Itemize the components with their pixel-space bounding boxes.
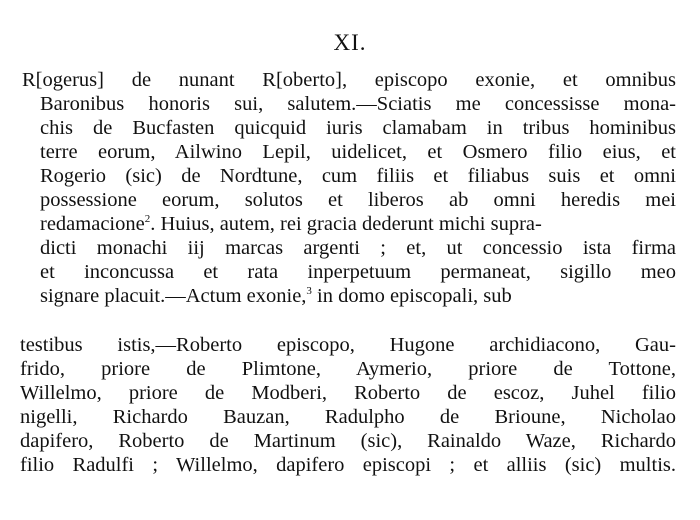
text-line-with-footnote: [40, 212, 676, 236]
text-line: possessione eorum, solutos et liberos ab omni heredis mei: [40, 189, 676, 211]
text-line: dicti monachi iij marcas argenti ; et, ut concessio ista firma: [40, 237, 676, 259]
footnote-marker: 3: [306, 285, 312, 298]
text-line: terre eorum, Ailwino Lepil, uidelicet, et Osmero filio eius, et: [40, 141, 676, 163]
text-line: Baronibus honoris sui, salutem.—Sciatis me concessisse mona-: [40, 93, 676, 115]
text-line: Willelmo, priore de Modberi, Roberto de escoz, Juhel filio: [20, 382, 676, 404]
footnote-marker: 2: [144, 213, 151, 226]
text-line: et inconcussa et rata inperpetuum permaneat, sigillo meo: [40, 261, 676, 283]
text-line: dapifero, Roberto de Martinum (sic), Rainaldo Waze, Richardo: [20, 430, 676, 452]
text-line: chis de Bucfasten quicquid iuris clamabam in tribus hominibus: [40, 117, 676, 139]
text-segment: signare placuit.—Actum exonie,: [40, 285, 307, 307]
text-line: filio Radulfi ; Willelmo, dapifero episcopi ; et alliis (sic) multis.: [20, 454, 676, 476]
text-line-with-footnote: [40, 284, 676, 308]
text-line: testibus istis,—Roberto episcopo, Hugone archidiacono, Gau-: [20, 334, 676, 356]
text-segment: in domo episcopali, sub: [311, 285, 512, 307]
text-line: Rogerio (sic) de Nordtune, cum filiis et filiabus suis et omni: [40, 165, 676, 187]
text-line: R[ogerus] de nunant R[oberto], episcopo exonie, et omnibus: [22, 69, 676, 91]
text-line: frido, priore de Plimtone, Aymerio, priore de Tottone,: [20, 358, 676, 380]
charter-number-heading: XI.: [333, 30, 367, 55]
text-segment: redamacione: [40, 213, 145, 235]
text-segment: . Huius, autem, rei gracia dederunt michi supra-: [150, 213, 542, 235]
text-line: nigelli, Richardo Bauzan, Radulpho de Brioune, Nicholao: [20, 406, 676, 428]
